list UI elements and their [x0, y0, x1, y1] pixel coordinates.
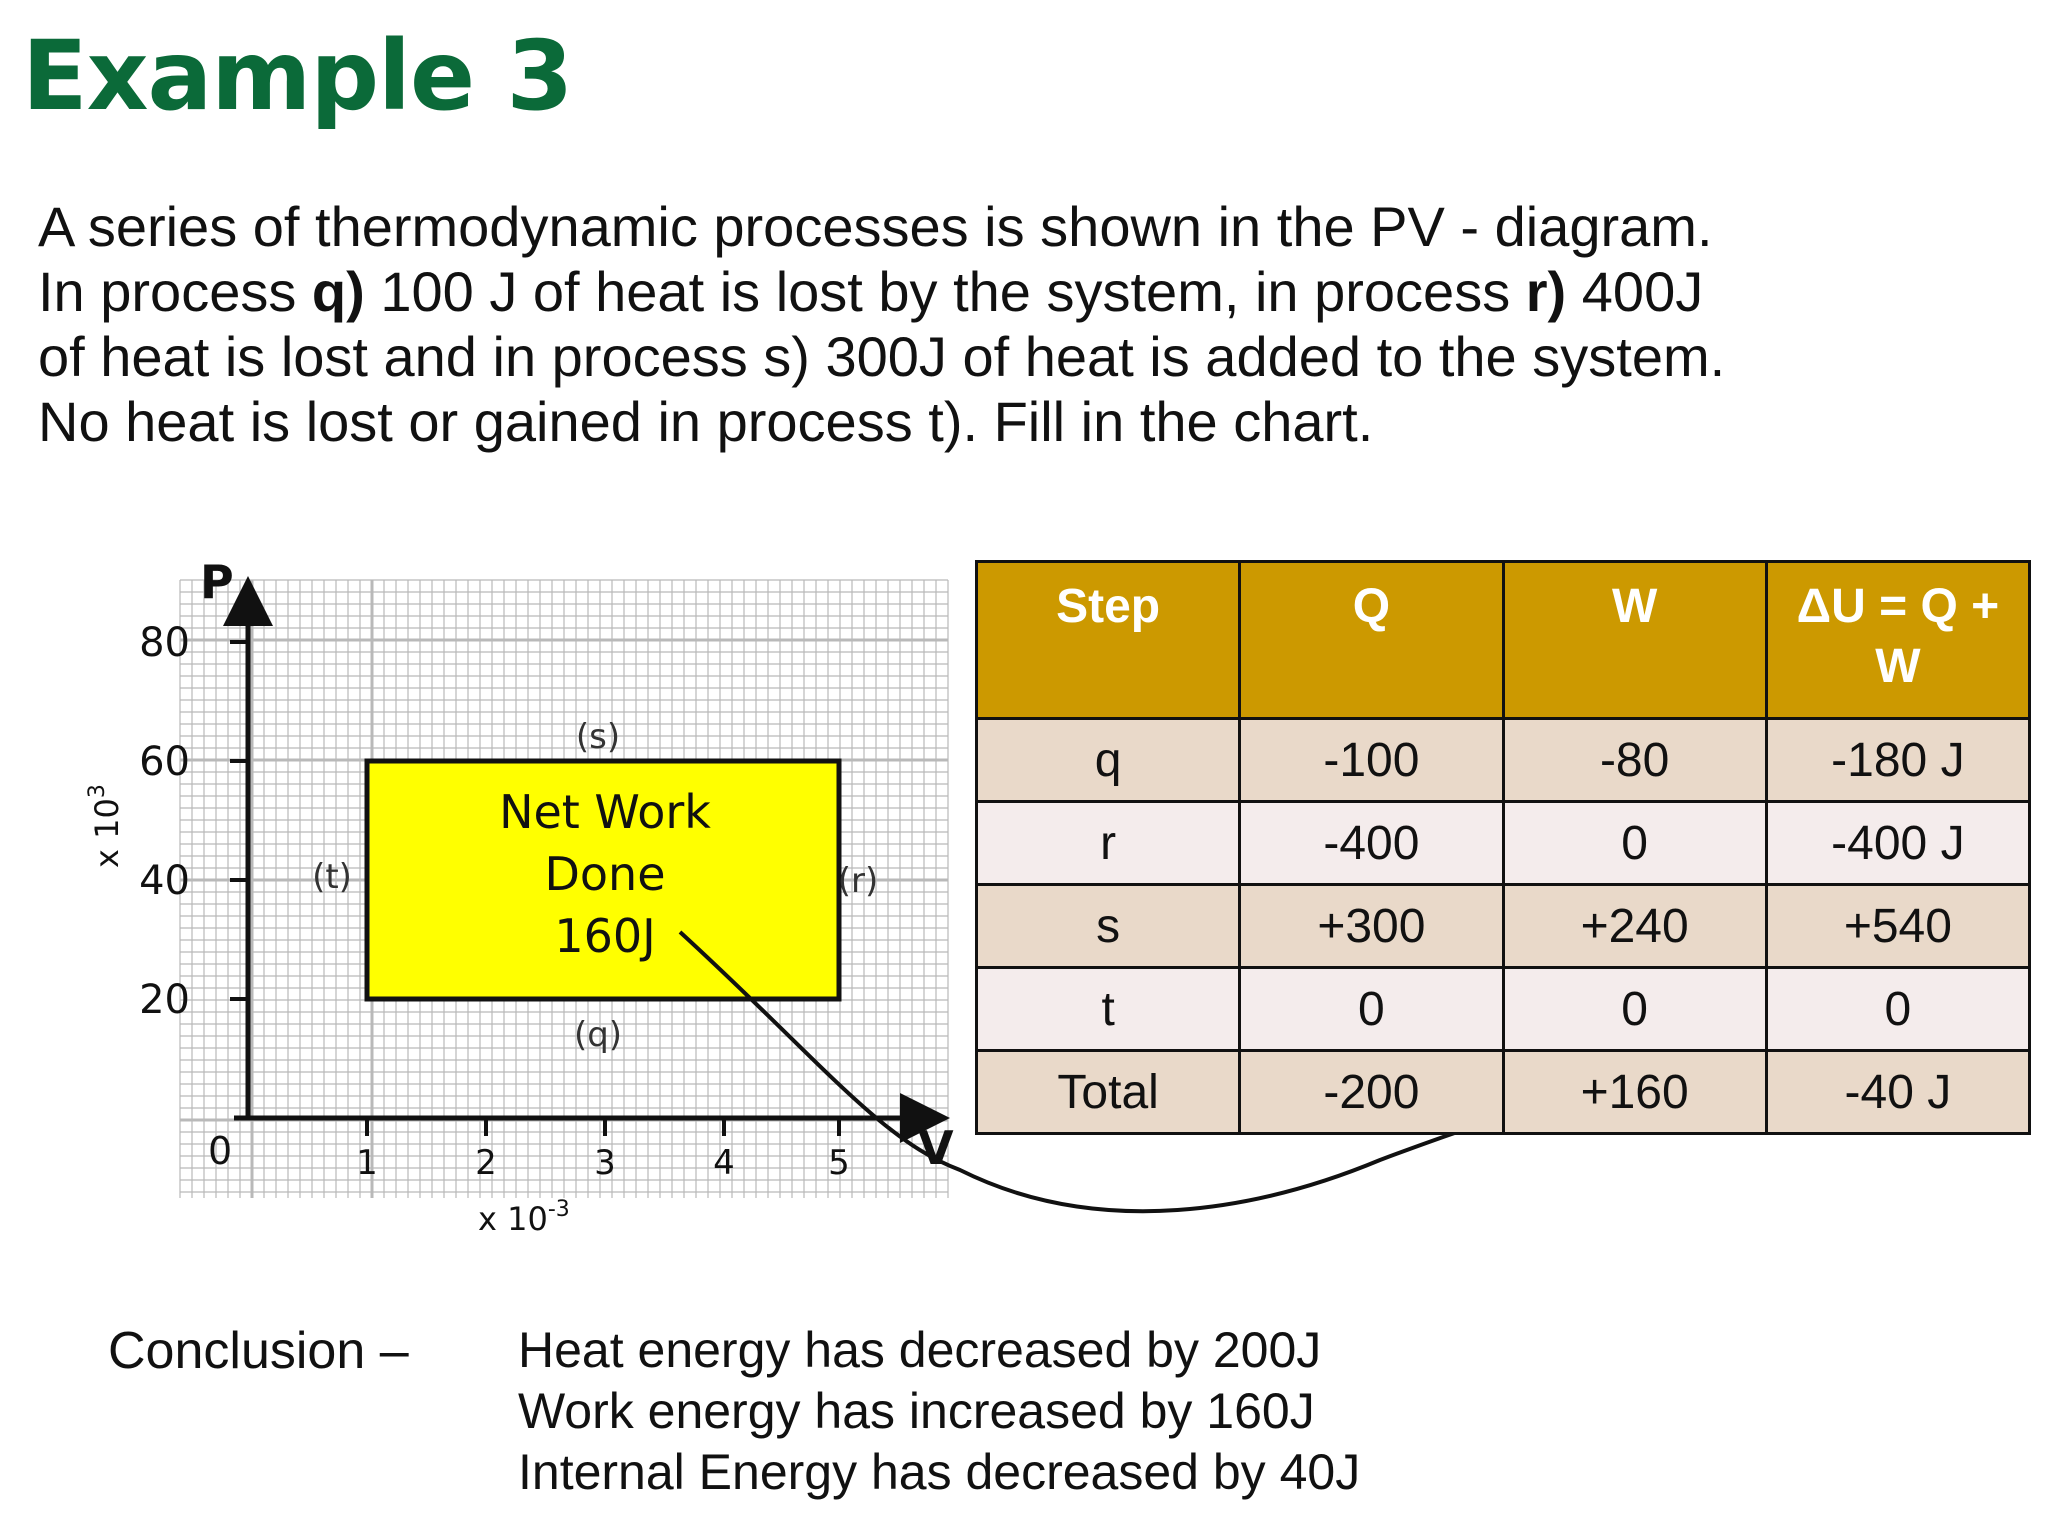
x-tick-label: 5 [828, 1143, 850, 1183]
x-multiplier: x $10^{-3}$ [478, 1197, 570, 1238]
y-tick-label: 60 [139, 739, 190, 785]
table-row [977, 885, 2030, 968]
x-tick-label: 2 [475, 1143, 497, 1183]
x-tick-label: 3 [594, 1143, 616, 1183]
problem-line-4: No heat is lost or gained in process t). Fill in the chart. [38, 390, 1374, 453]
v-axis-label: V [918, 1121, 954, 1175]
net-work-line: 160J [554, 909, 656, 963]
table-body [977, 719, 2030, 1134]
x-tick-label: 4 [713, 1143, 735, 1183]
table-cell: t [977, 968, 1240, 1051]
table-header-row [977, 562, 2030, 719]
problem-line-3: of heat is lost and in process s) 300J of heat is added to the system. [38, 325, 1726, 388]
table-cell: +160 [1503, 1051, 1766, 1134]
table-cell: -200 [1240, 1051, 1503, 1134]
origin-label: 0 [208, 1129, 233, 1173]
label-t: (t) [312, 857, 352, 897]
results-table [975, 560, 2031, 1135]
table-row [977, 968, 2030, 1051]
conclusion-line: Internal Energy has decreased by 40J [518, 1444, 1361, 1500]
x-tick-label: 1 [356, 1143, 378, 1183]
net-work-line: Done [544, 847, 666, 901]
table-cell: -40 J [1766, 1051, 2029, 1134]
net-work-line: Net Work [499, 785, 711, 839]
y-multiplier: x $10^3$ [85, 784, 126, 868]
table-cell: -400 [1240, 802, 1503, 885]
conclusion-line: Heat energy has decreased by 200J [518, 1322, 1322, 1378]
table-cell: 0 [1240, 968, 1503, 1051]
p-axis-label: P [200, 555, 234, 609]
y-tick-label: 40 [139, 858, 190, 904]
table-cell: q [977, 719, 1240, 802]
label-s: (s) [575, 717, 621, 757]
table-cell: Total [977, 1051, 1240, 1134]
table-cell: -80 [1503, 719, 1766, 802]
table-cell: +240 [1503, 885, 1766, 968]
table-row [977, 802, 2030, 885]
column-header: Step [977, 562, 1240, 719]
column-header: ΔU = Q + W [1766, 562, 2029, 719]
problem-line-2: In process q) 100 J of heat is lost by the system, in process r) 400J [38, 260, 1704, 323]
label-q: (q) [573, 1015, 623, 1055]
conclusion-line: Work energy has increased by 160J [518, 1383, 1315, 1439]
y-tick-label: 80 [139, 620, 190, 666]
table-cell: +540 [1766, 885, 2029, 968]
table-cell: r [977, 802, 1240, 885]
problem-line-1: A series of thermodynamic processes is shown in the PV - diagram. [38, 195, 1713, 258]
table-cell: s [977, 885, 1240, 968]
y-tick-label: 20 [139, 977, 190, 1023]
table-row [977, 1051, 2030, 1134]
column-header: Q [1240, 562, 1503, 719]
table-cell: -100 [1240, 719, 1503, 802]
table-cell: -180 J [1766, 719, 2029, 802]
table-cell: 0 [1503, 968, 1766, 1051]
label-r: (r) [837, 861, 879, 901]
table-cell: +300 [1240, 885, 1503, 968]
table-cell: 0 [1766, 968, 2029, 1051]
column-header: W [1503, 562, 1766, 719]
conclusion-label: Conclusion – [108, 1322, 409, 1380]
table-cell: -400 J [1766, 802, 2029, 885]
table-cell: 0 [1503, 802, 1766, 885]
table-row [977, 719, 2030, 802]
conclusion-lines [518, 1320, 1360, 1503]
page-title: Example 3 [22, 20, 573, 132]
